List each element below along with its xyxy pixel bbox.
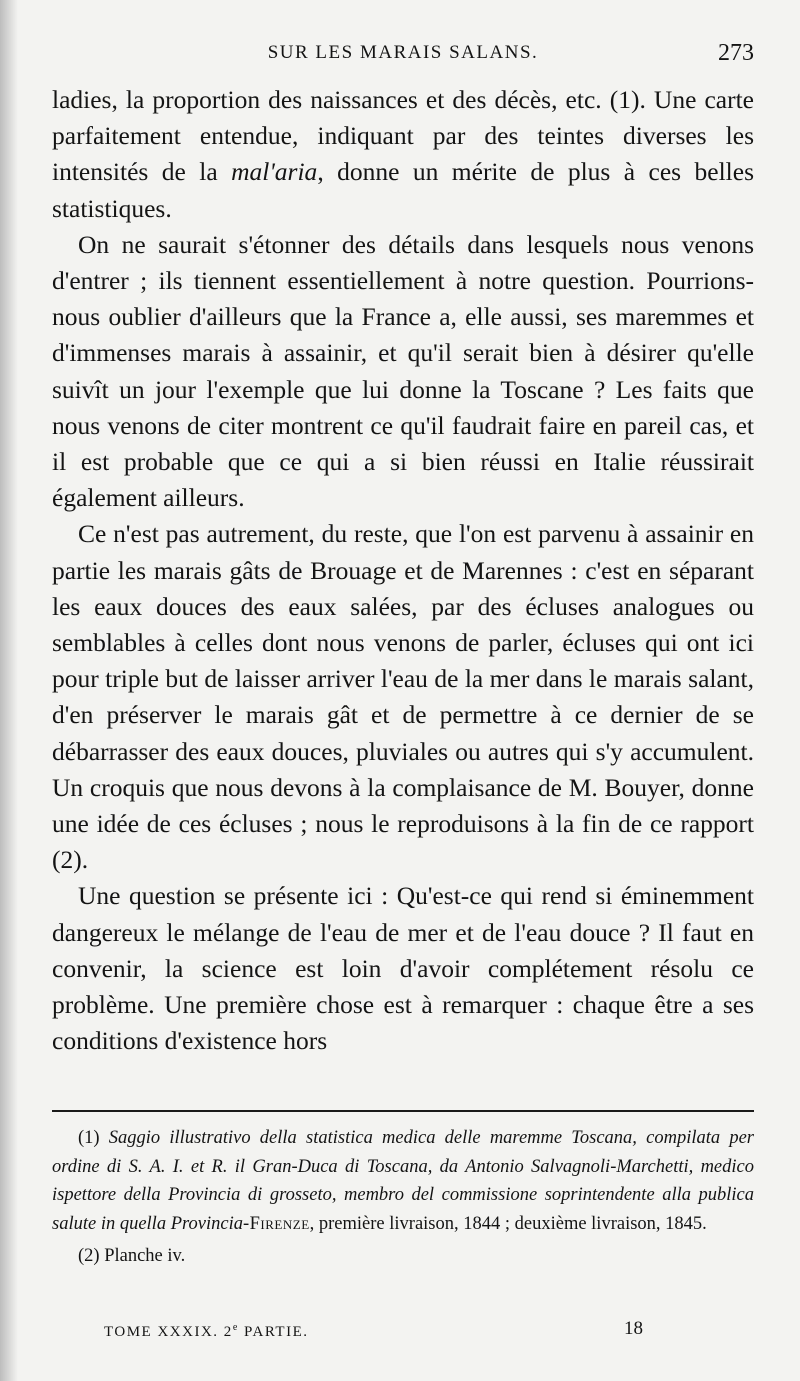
paragraph-1-text: ladies, la proportion des naissances et des décès, etc. (1). Une carte parfaitement entendue, indiquant par des teintes diverses les intensités de la [52,85,754,187]
page-header [52,40,754,70]
footnote-2-marker: (2) [78,1246,100,1267]
italic-term: mal'aria [231,157,318,187]
signature-superscript: e [232,1322,239,1333]
footnote-2 [52,1242,754,1271]
footnote-1-text: , première livraison, 1844 ; deuxième livraison, 1845. [309,1213,707,1234]
running-title: SUR LES MARAIS SALANS. [267,42,539,63]
volume-signature [104,1322,309,1341]
page-footer [52,1318,754,1348]
footnote-1-title: Saggio illustrativo della statistica medica delle maremme Toscana, compilata per ordine di S. A. I. et R. il Gran-Duca di Toscana, da Antonio Salvagnoli-Marchetti, medico ispettore della Provincia di grosseto, membro del commissione soprintendente alla publica salute in quella Provincia [52,1128,755,1234]
page-number: 273 [718,40,754,66]
signature-volume: TOME XXXIX. 2 [104,1324,233,1340]
footnote-2-text: Planche iv. [104,1246,186,1267]
signature-part: PARTIE. [238,1324,309,1340]
footnote-1-marker: (1) [78,1128,100,1148]
footnote-rule [52,1110,754,1112]
paragraph-1 [52,82,754,227]
body-text [52,82,754,1059]
paragraph-4: Une question se présente ici : Qu'est-ce qui rend si éminemment dangereux le mélange de l'eau de mer et de l'eau douce ? Il faut en convenir, la science est loin d'avoir complétement résolu ce problème. Une première chose est à remarquer : chaque être a ses conditions d'existence hors [52,881,754,1056]
sheet-number: 18 [624,1318,643,1339]
paragraph-1-text-end: , donne un mérite de plus à ces belles statistiques. [52,157,755,223]
paragraph-3: Ce n'est pas autrement, du reste, que l'on est parvenu à assainir en partie les marais gâts de Brouage et de Marennes : c'est en séparant les eaux douces des eaux salées, par des écluses analogues ou semblables à celles dont nous venons de parler, écluses qui ont ici pour triple but de laisser arriver l'eau de la mer dans le marais salant, d'en préserver le marais gât et de permettre à ce dernier de se débarrasser des eaux douces, pluviales ou autres qui s'y accumulent. Un croquis que nous devons à la complaisance de M. Bouyer, donne une idée de ces écluses ; nous le reproduisons à la fin de ce rapport (2). [52,519,754,875]
paragraph-2: On ne saurait s'étonner des détails dans lesquels nous venons d'entrer ; ils tiennent essentiellement à notre question. Pourrions-nous oublier d'ailleurs que la France a, elle aussi, ses maremmes et d'immenses marais à assainir, et qu'il serait bien à désirer qu'elle suivît un jour l'exemple que lui donne la Toscane ? Les faits que nous venons de citer montrent ce qu'il faudrait faire en pareil cas, et il est probable que ce qui a si bien réussi en Italie réussirait également ailleurs. [52,229,754,513]
footnotes [52,1124,754,1271]
footnote-1-place: -Firenze [242,1213,310,1234]
page-gutter-shadow [0,0,18,1381]
footnote-1 [52,1124,754,1238]
